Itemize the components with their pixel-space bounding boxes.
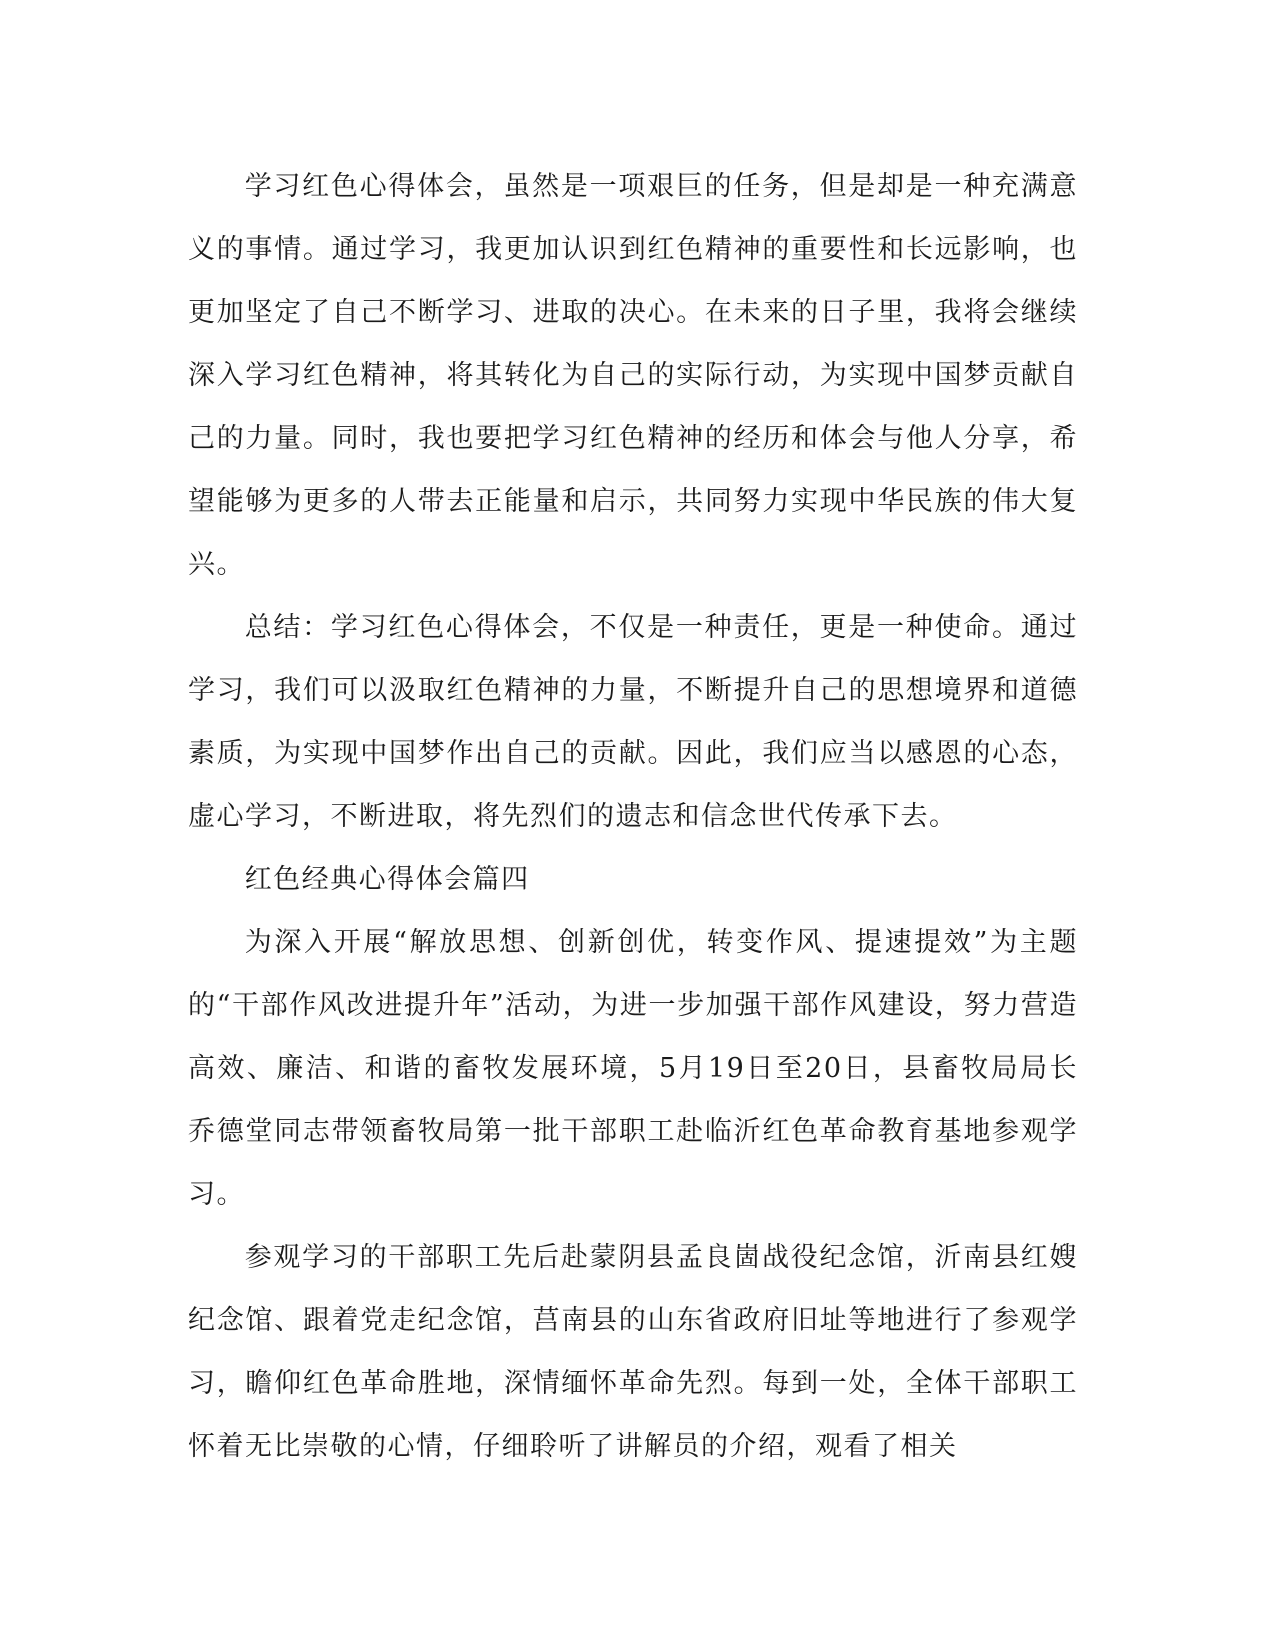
- document-body: [188, 155, 1078, 1478]
- paragraph-summary: 总结：学习红色心得体会，不仅是一种责任，更是一种使命。通过学习，我们可以汲取红色精神的力量，不断提升自己的思想境界和道德素质，为实现中国梦作出自己的贡献。因此，我们应当以感恩的心态，虚心学习，不断进取，将先烈们的遗志和信念世代传承下去。: [188, 612, 1078, 832]
- paragraph-conclusion-reflection: 学习红色心得体会，虽然是一项艰巨的任务，但是却是一种充满意义的事情。通过学习，我更加认识到红色精神的重要性和长远影响，也更加坚定了自己不断学习、进取的决心。在未来的日子里，我将会继续深入学习红色精神，将其转化为自己的实际行动，为实现中国梦贡献自己的力量。同时，我也要把学习红色精神的经历和体会与他人分享，希望能够为更多的人带去正能量和启示，共同努力实现中华民族的伟大复兴。: [188, 171, 1078, 580]
- section-heading: 红色经典心得体会篇四: [244, 864, 530, 895]
- paragraph-activity-intro: 为深入开展“解放思想、创新创优，转变作风、提速提效”为主题的“干部作风改进提升年”活动，为进一步加强干部作风建设，努力营造高效、廉洁、和谐的畜牧发展环境，5月19日至20日，县畜牧局局长乔德堂同志带领畜牧局第一批干部职工赴临沂红色革命教育基地参观学习。: [188, 927, 1078, 1210]
- paragraph-visit-details: 参观学习的干部职工先后赴蒙阴县孟良崮战役纪念馆，沂南县红嫂纪念馆、跟着党走纪念馆，莒南县的山东省政府旧址等地进行了参观学习，瞻仰红色革命胜地，深情缅怀革命先烈。每到一处，全体干部职工怀着无比崇敬的心情，仔细聆听了讲解员的介绍，观看了相关: [188, 1242, 1078, 1462]
